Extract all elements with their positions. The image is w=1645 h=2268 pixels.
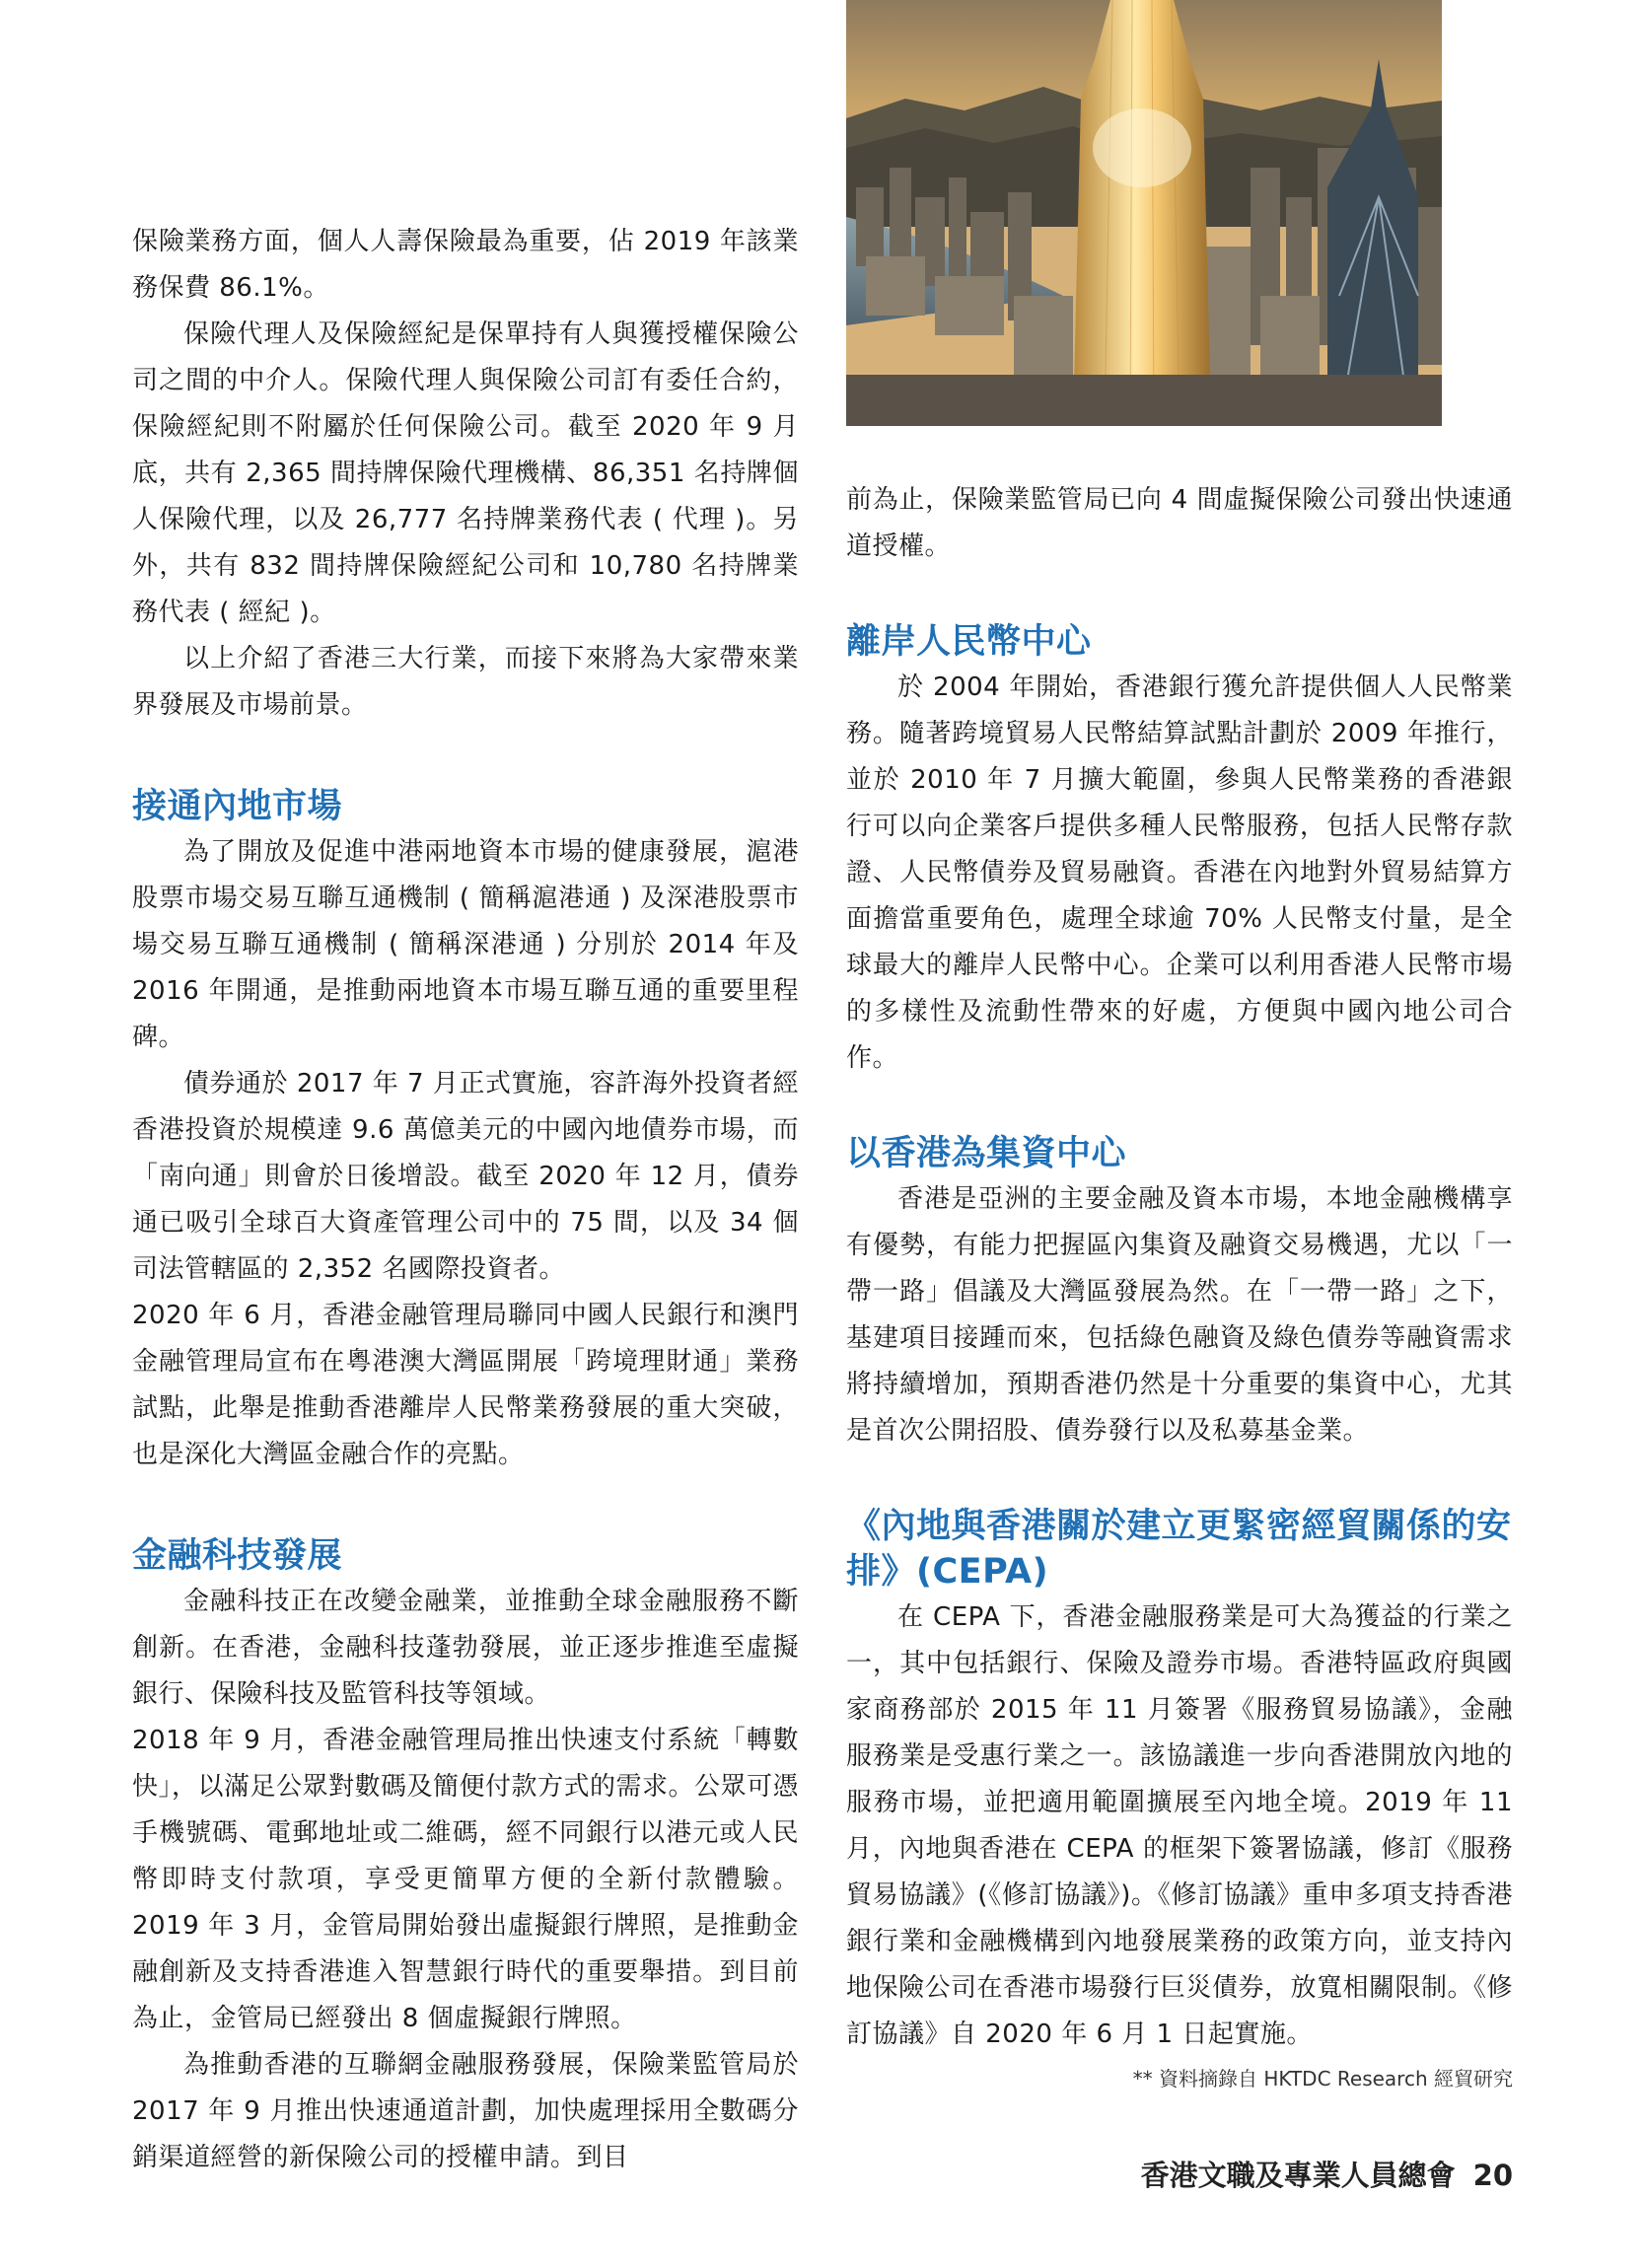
paragraph: 保險代理人及保險經紀是保單持有人與獲授權保險公司之間的中介人。保險代理人與保險公司訂有委任合約，保險經紀則不附屬於任何保險公司。截至 2020 年 9 月底，共有 2,365 間持牌保險代理機構、86,351 名持牌個人保險代理，以及 26,777 名持牌業務代表 ( 代理 )。另外，共有 832 間持牌保險經紀公司和 10,780 名持牌業務代表 ( 經紀 )。 xyxy=(132,319,799,627)
paragraph: 於 2004 年開始，香港銀行獲允許提供個人人民幣業務。隨著跨境貿易人民幣結算試點計劃於 2009 年推行，並於 2010 年 7 月擴大範圍，參與人民幣業務的香港銀行可以向企業客戶提供多種人民幣服務，包括人民幣存款證、人民幣債券及貿易融資。香港在內地對外貿易結算方面擔當重要角色，處理全球逾 70% 人民幣支付量，是全球最大的離岸人民幣中心。企業可以利用香港人民幣市場的多樣性及流動性帶來的好處，方便與中國內地公司合作。 xyxy=(846,673,1513,1073)
paragraph: 為推動香港的互聯網金融服務發展，保險業監管局於 2017 年 9 月推出快速通道計劃，加快處理採用全數碼分銷渠道經營的新保險公司的授權申請。到目 xyxy=(132,2050,799,2172)
paragraph: 金融科技正在改變金融業，並推動全球金融服務不斷創新。在香港，金融科技蓬勃發展，並正逐步推進至虛擬銀行、保險科技及監管科技等領域。 xyxy=(132,1587,799,1709)
page-number: 20 xyxy=(1472,2159,1513,2192)
paragraph: 保險業務方面，個人人壽保險最為重要，佔 2019 年該業務保費 86.1%。 xyxy=(132,227,799,303)
section-heading-fundraising: 以香港為集資中心 xyxy=(846,1134,1127,1173)
paragraph: 在 CEPA 下，香港金融服務業是可大為獲益的行業之一，其中包括銀行、保險及證券市場。香港特區政府與國家商務部於 2015 年 11 月簽署《服務貿易協議》，金融服務業是受惠行業之一。該協議進一步向香港開放內地的服務市場，並把適用範圍擴展至內地全境。2019 年 11 月，內地與香港在 CEPA 的框架下簽署協議，修訂《服務貿易協議》(《修訂協議》)。《修訂協議》重申多項支持香港銀行業和金融機構到內地發展業務的政策方向，並支持內地保險公司在香港市場發行巨災債券，放寬相關限制。《修訂協議》自 2020 年 6 月 1 日起實施。 xyxy=(846,1602,1514,2049)
right-column xyxy=(846,477,1513,2058)
section-heading-offshore-rmb: 離岸人民幣中心 xyxy=(846,622,1092,662)
hong-kong-skyline-photo xyxy=(846,0,1442,426)
page-footer xyxy=(1141,2156,1513,2195)
source-footnote: ** 資料摘錄自 HKTDC Research 經貿研究 xyxy=(1132,2067,1513,2091)
paragraph: 前為止，保險業監管局已向 4 間虛擬保險公司發出快速通道授權。 xyxy=(846,485,1513,561)
paragraph: 以上介紹了香港三大行業，而接下來將為大家帶來業界發展及市場前景。 xyxy=(132,644,799,720)
paragraph: 為了開放及促進中港兩地資本市場的健康發展，滬港股票市場交易互聯互通機制 ( 簡稱滬港通 ) 及深港股票市場交易互聯互通機制 ( 簡稱深港通 ) 分別於 2014 年及 2016 年開通，是推動兩地資本市場互聯互通的重要里程碑。 xyxy=(132,837,799,1052)
section-heading-cepa: 《內地與香港關於建立更緊密經貿關係的安排》(CEPA) xyxy=(846,1507,1512,1592)
paragraph: 2018 年 9 月，香港金融管理局推出快速支付系統「轉數快」，以滿足公眾對數碼及簡便付款方式的需求。公眾可憑手機號碼、電郵地址或二維碼，經不同銀行以港元或人民幣即時支付款項，享受更簡單方便的全新付款體驗。2019 年 3 月，金管局開始發出虛擬銀行牌照，是推動金融創新及支持香港進入智慧銀行時代的重要舉措。到目前為止，金管局已經發出 8 個虛擬銀行牌照。 xyxy=(132,1726,800,2033)
paragraph: 2020 年 6 月，香港金融管理局聯同中國人民銀行和澳門金融管理局宣布在粵港澳大灣區開展「跨境理財通」業務試點，此舉是推動香港離岸人民幣業務發展的重大突破，也是深化大灣區金融合作的亮點。 xyxy=(132,1301,799,1469)
left-column xyxy=(132,219,799,2181)
organization-name: 香港文職及專業人員總會 xyxy=(1140,2159,1456,2192)
paragraph: 債券通於 2017 年 7 月正式實施，容許海外投資者經香港投資於規模達 9.6 萬億美元的中國內地債券市場，而「南向通」則會於日後增設。截至 2020 年 12 月，債券通已吸引全球百大資產管理公司中的 75 間，以及 34 個司法管轄區的 2,352 名國際投資者。 xyxy=(132,1069,799,1284)
section-heading-fintech: 金融科技發展 xyxy=(132,1536,343,1576)
section-heading-mainland-market: 接通內地市場 xyxy=(132,787,343,826)
paragraph: 香港是亞洲的主要金融及資本市場，本地金融機構享有優勢，有能力把握區內集資及融資交易機遇，尤以「一帶一路」倡議及大灣區發展為然。在「一帶一路」之下，基建項目接踵而來，包括綠色融資及綠色債券等融資需求將持續增加，預期香港仍然是十分重要的集資中心，尤其是首次公開招股、債券發行以及私募基金業。 xyxy=(846,1184,1513,1446)
